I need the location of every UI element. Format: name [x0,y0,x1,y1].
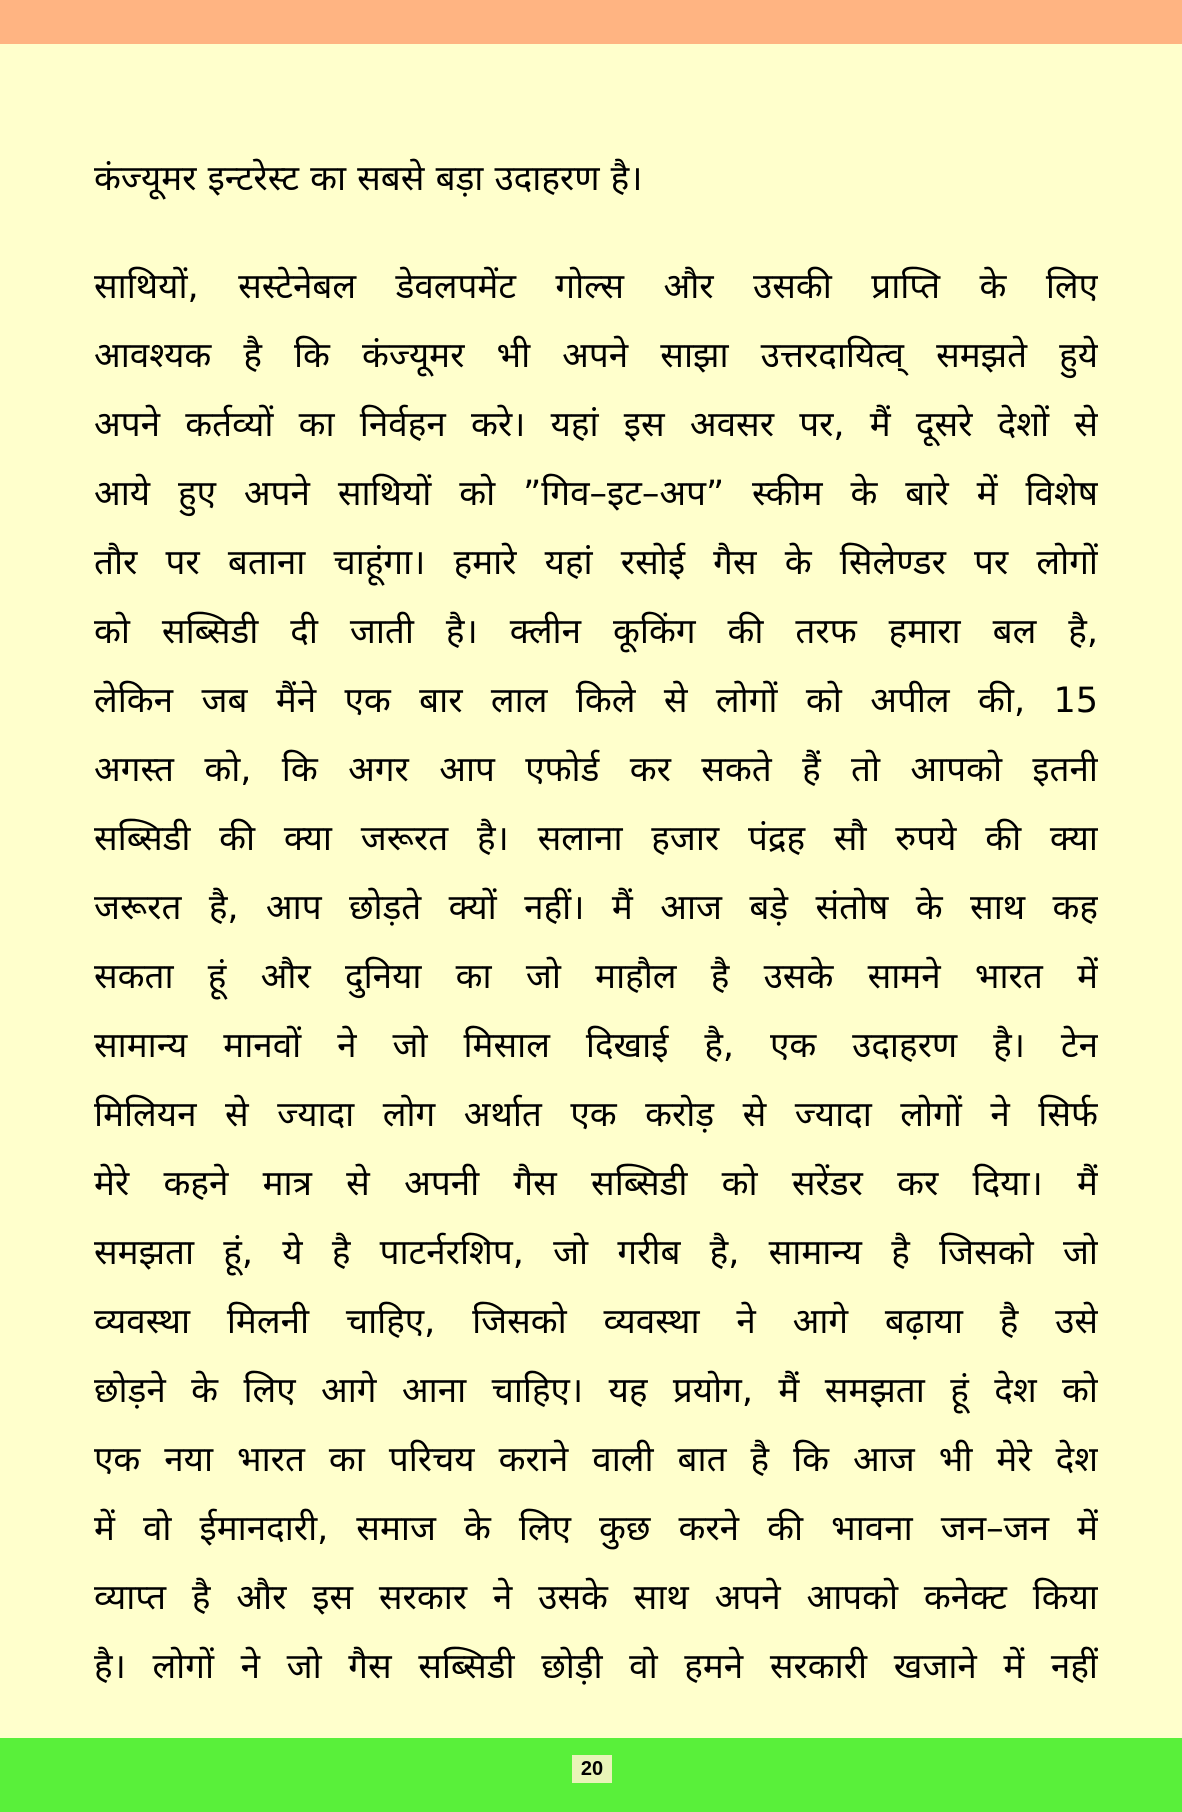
paragraph-2-line: व्यवस्था मिलनी चाहिए, जिसको व्यवस्था ने आगे बढ़ाया है उसे [94,1302,1098,1342]
paragraph-2-line: आये हुए अपने साथियों को ”गिव–इट–अप” स्कीम के बारे में विशेष [94,474,1098,514]
paragraph-1-line: कंज्यूमर इन्टरेस्ट का सबसे बड़ा उदाहरण है। [94,159,643,199]
paragraph-2-line: जरूरत है, आप छोड़ते क्यों नहीं। मैं आज बड़े संतोष के साथ कह [94,888,1098,928]
paragraph-2-line: मिलियन से ज्यादा लोग अर्थात एक करोड़ से ज्यादा लोगों ने सिर्फ [94,1095,1098,1135]
paragraph-2-line: आवश्यक है कि कंज्यूमर भी अपने साझा उत्तरदायित्व् समझते हुये [94,336,1098,376]
paragraph-2-line: अगस्त को, कि अगर आप एफोर्ड कर सकते हैं तो आपको इतनी [94,750,1098,790]
paragraph-2-line: है। लोगों ने जो गैस सब्सिडी छोड़ी वो हमने सरकारी खजाने में नहीं [94,1647,1098,1687]
paragraph-2-line: साथियों, सस्टेनेबल डेवलपमेंट गोल्स और उसकी प्राप्ति के लिए [94,267,1098,307]
paragraph-2-line: समझता हूं, ये है पाटर्नरशिप, जो गरीब है, सामान्य है जिसको जो [94,1233,1098,1273]
paragraph-2-line: सामान्य मानवों ने जो मिसाल दिखाई है, एक उदाहरण है। टेन [94,1026,1098,1066]
paragraph-2-line: एक नया भारत का परिचय कराने वाली बात है कि आज भी मेरे देश [94,1440,1098,1480]
paragraph-2-line: लेकिन जब मैंने एक बार लाल किले से लोगों को अपील की, 15 [94,681,1098,721]
paragraph-2-line: में वो ईमानदारी, समाज के लिए कुछ करने की भावना जन–जन में [94,1509,1098,1549]
paragraph-2-line: मेरे कहने मात्र से अपनी गैस सब्सिडी को सरेंडर कर दिया। मैं [94,1164,1098,1204]
document-body [94,154,1098,1711]
paragraph-2-line: तौर पर बताना चाहूंगा। हमारे यहां रसोई गैस के सिलेण्डर पर लोगों [94,543,1098,583]
paragraph-2-line: व्याप्त है और इस सरकार ने उसके साथ अपने आपको कनेक्ट किया [94,1578,1098,1618]
paragraph-2-line: अपने कर्तव्यों का निर्वहन करे। यहां इस अवसर पर, मैं दूसरे देशों से [94,405,1098,445]
paragraph-2-line: को सब्सिडी दी जाती है। क्लीन कूकिंग की तरफ हमारा बल है, [94,612,1098,652]
paragraph-2-line: सब्सिडी की क्या जरूरत है। सलाना हजार पंद्रह सौ रुपये की क्या [94,819,1098,859]
paragraph-2 [94,262,1098,1711]
paragraph-2-line: छोड़ने के लिए आगे आना चाहिए। यह प्रयोग, मैं समझता हूं देश को [94,1371,1098,1411]
page-number: 20 [572,1755,612,1783]
paragraph-2-line: सकता हूं और दुनिया का जो माहौल है उसके सामने भारत में [94,957,1098,997]
top-color-band [0,0,1182,44]
